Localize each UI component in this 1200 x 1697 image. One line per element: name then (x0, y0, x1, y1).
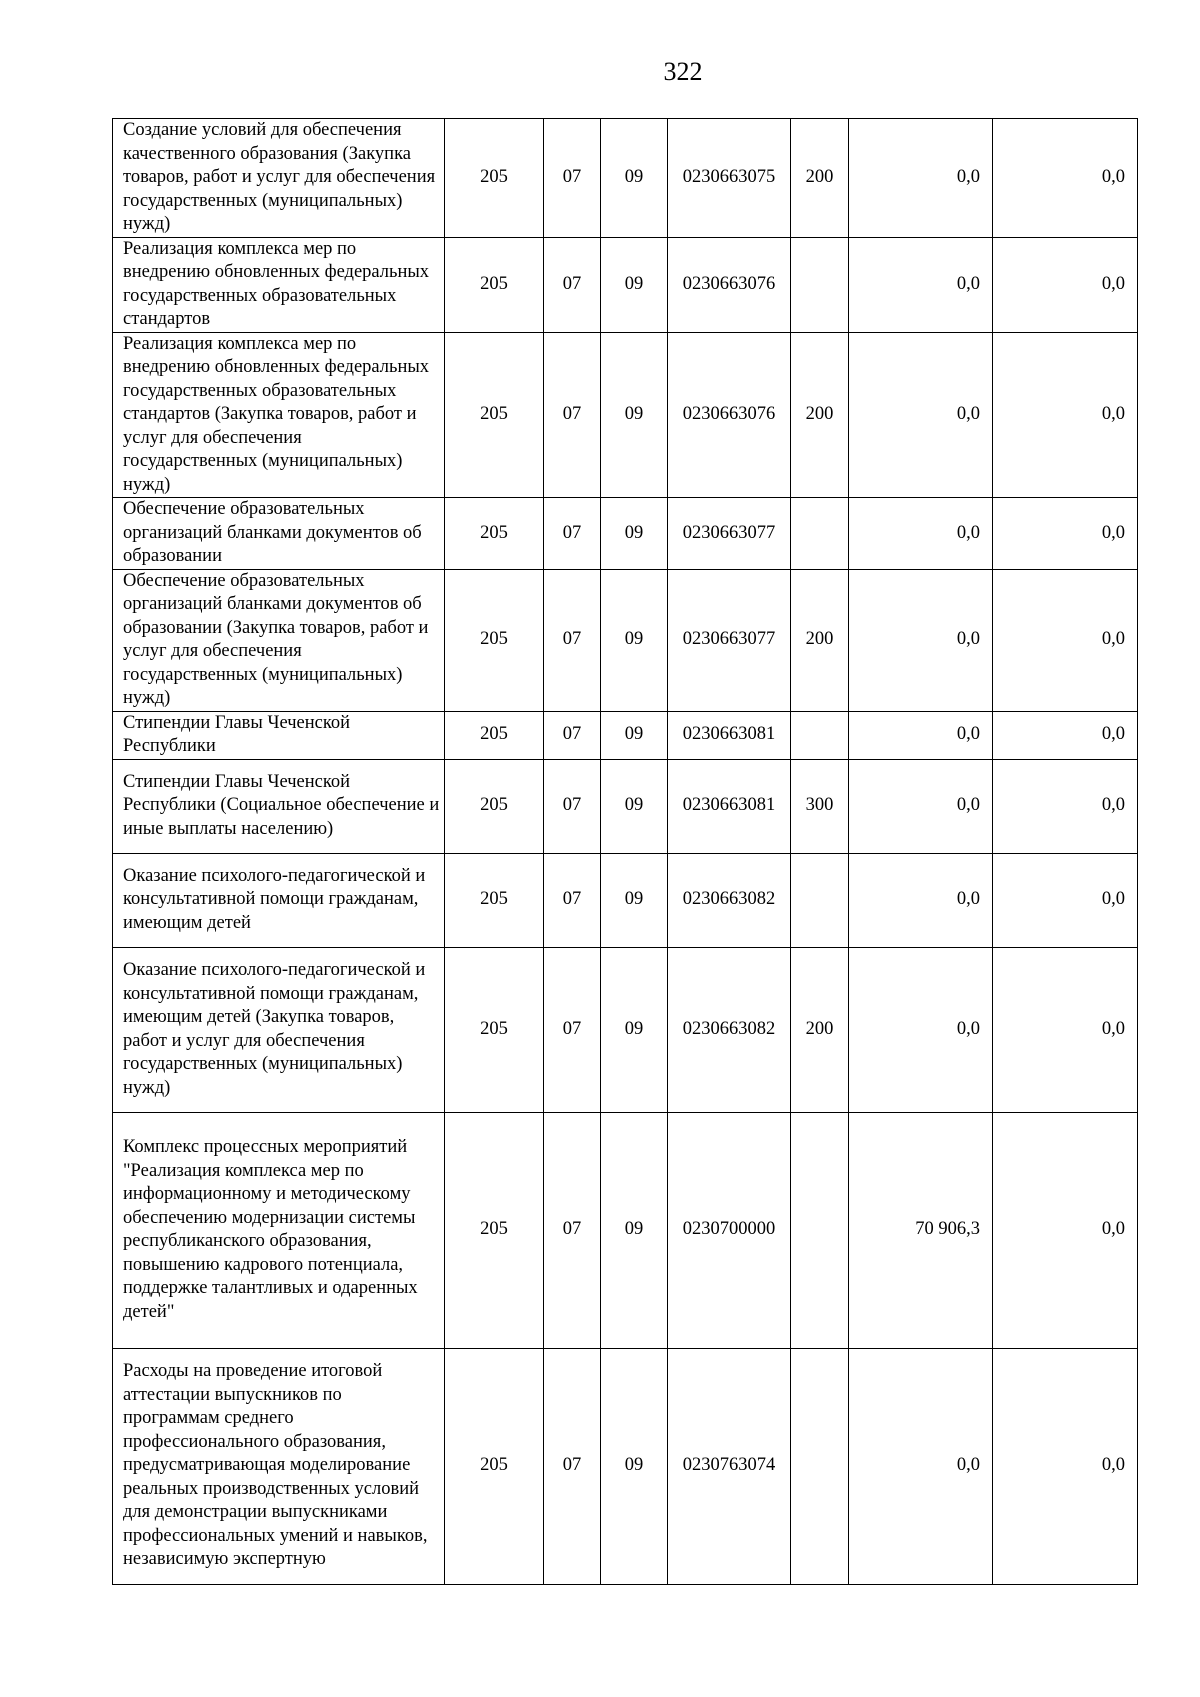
row-sum2: 0,0 (993, 119, 1138, 238)
row-pr: 09 (601, 237, 668, 332)
row-vr: 200 (791, 332, 849, 498)
page-number: 322 (663, 57, 703, 86)
row-csr: 0230663077 (668, 569, 791, 711)
row-name: Реализация комплекса мер по внедрению обновленных федеральных государственных образовательных стандартов (Закупка товаров, работ и услуг для обеспечения государственных (муниципальных) нужд) (113, 332, 445, 498)
row-csr: 0230663081 (668, 759, 791, 853)
row-sum1: 0,0 (849, 332, 993, 498)
row-sum2: 0,0 (993, 498, 1138, 570)
row-name: Создание условий для обеспечения качественного образования (Закупка товаров, работ и услуг для обеспечения государственных (муниципальных) нужд) (113, 119, 445, 238)
row-sum2: 0,0 (993, 332, 1138, 498)
row-vr: 200 (791, 569, 849, 711)
row-sum1: 0,0 (849, 947, 993, 1112)
row-pr: 09 (601, 332, 668, 498)
row-rz: 07 (544, 853, 601, 947)
row-sum2: 0,0 (993, 759, 1138, 853)
row-pr: 09 (601, 119, 668, 238)
row-rz: 07 (544, 569, 601, 711)
row-csr: 0230663075 (668, 119, 791, 238)
row-pr: 09 (601, 498, 668, 570)
row-pr: 09 (601, 853, 668, 947)
row-grbs: 205 (445, 711, 544, 759)
row-grbs: 205 (445, 569, 544, 711)
row-sum1: 0,0 (849, 237, 993, 332)
row-pr: 09 (601, 1348, 668, 1584)
row-name: Стипендии Главы Чеченской Республики (Социальное обеспечение и иные выплаты населению) (113, 759, 445, 853)
row-csr: 0230663076 (668, 332, 791, 498)
row-rz: 07 (544, 759, 601, 853)
row-sum1: 0,0 (849, 1348, 993, 1584)
row-name: Реализация комплекса мер по внедрению обновленных федеральных государственных образовательных стандартов (113, 237, 445, 332)
row-vr (791, 498, 849, 570)
table-row (113, 119, 1138, 238)
row-name: Обеспечение образовательных организаций бланками документов об образовании (Закупка товаров, работ и услуг для обеспечения государственных (муниципальных) нужд) (113, 569, 445, 711)
row-vr (791, 237, 849, 332)
row-name: Обеспечение образовательных организаций бланками документов об образовании (113, 498, 445, 570)
row-vr (791, 711, 849, 759)
row-sum2: 0,0 (993, 711, 1138, 759)
row-sum2: 0,0 (993, 1112, 1138, 1348)
row-csr: 0230663082 (668, 947, 791, 1112)
row-sum2: 0,0 (993, 1348, 1138, 1584)
row-sum1: 0,0 (849, 119, 993, 238)
row-csr: 0230763074 (668, 1348, 791, 1584)
row-pr: 09 (601, 759, 668, 853)
table-row (113, 1112, 1138, 1348)
table-row (113, 947, 1138, 1112)
row-sum1: 0,0 (849, 759, 993, 853)
row-sum1: 0,0 (849, 498, 993, 570)
row-sum1: 0,0 (849, 569, 993, 711)
table-row (113, 498, 1138, 570)
row-rz: 07 (544, 1112, 601, 1348)
row-grbs: 205 (445, 498, 544, 570)
row-grbs: 205 (445, 237, 544, 332)
row-csr: 0230700000 (668, 1112, 791, 1348)
budget-table (112, 118, 1138, 1585)
row-sum2: 0,0 (993, 569, 1138, 711)
row-csr: 0230663082 (668, 853, 791, 947)
row-grbs: 205 (445, 853, 544, 947)
row-pr: 09 (601, 569, 668, 711)
row-name: Комплекс процессных мероприятий "Реализация комплекса мер по информационному и методическому обеспечению модернизации системы республиканского образования, повышению кадрового потенциала, поддержке талантливых и одаренных детей" (113, 1112, 445, 1348)
row-sum2: 0,0 (993, 237, 1138, 332)
row-csr: 0230663076 (668, 237, 791, 332)
row-rz: 07 (544, 237, 601, 332)
row-csr: 0230663081 (668, 711, 791, 759)
row-grbs: 205 (445, 1348, 544, 1584)
table-row (113, 237, 1138, 332)
row-vr (791, 1348, 849, 1584)
row-name: Стипендии Главы Чеченской Республики (113, 711, 445, 759)
table-row (113, 569, 1138, 711)
row-rz: 07 (544, 947, 601, 1112)
row-pr: 09 (601, 711, 668, 759)
row-name: Оказание психолого-педагогической и консультативной помощи гражданам, имеющим детей (113, 853, 445, 947)
row-grbs: 205 (445, 119, 544, 238)
row-rz: 07 (544, 711, 601, 759)
row-rz: 07 (544, 332, 601, 498)
row-vr: 200 (791, 119, 849, 238)
row-vr (791, 1112, 849, 1348)
row-pr: 09 (601, 947, 668, 1112)
row-grbs: 205 (445, 1112, 544, 1348)
row-grbs: 205 (445, 332, 544, 498)
row-sum1: 0,0 (849, 853, 993, 947)
row-grbs: 205 (445, 759, 544, 853)
row-sum1: 70 906,3 (849, 1112, 993, 1348)
row-name: Расходы на проведение итоговой аттестации выпускников по программам среднего профессионального образования, предусматривающая моделирование реальных производственных условий для демонстрации выпускниками профессиональных умений и навыков, независимую экспертную (113, 1348, 445, 1584)
row-vr (791, 853, 849, 947)
table-row (113, 711, 1138, 759)
table-row (113, 759, 1138, 853)
row-rz: 07 (544, 1348, 601, 1584)
table-row (113, 332, 1138, 498)
row-pr: 09 (601, 1112, 668, 1348)
row-rz: 07 (544, 498, 601, 570)
row-sum2: 0,0 (993, 853, 1138, 947)
row-csr: 0230663077 (668, 498, 791, 570)
row-vr: 300 (791, 759, 849, 853)
row-name: Оказание психолого-педагогической и консультативной помощи гражданам, имеющим детей (Закупка товаров, работ и услуг для обеспечения государственных (муниципальных) нужд) (113, 947, 445, 1112)
row-vr: 200 (791, 947, 849, 1112)
row-rz: 07 (544, 119, 601, 238)
row-sum2: 0,0 (993, 947, 1138, 1112)
row-sum1: 0,0 (849, 711, 993, 759)
table-row (113, 853, 1138, 947)
table-row (113, 1348, 1138, 1584)
row-grbs: 205 (445, 947, 544, 1112)
